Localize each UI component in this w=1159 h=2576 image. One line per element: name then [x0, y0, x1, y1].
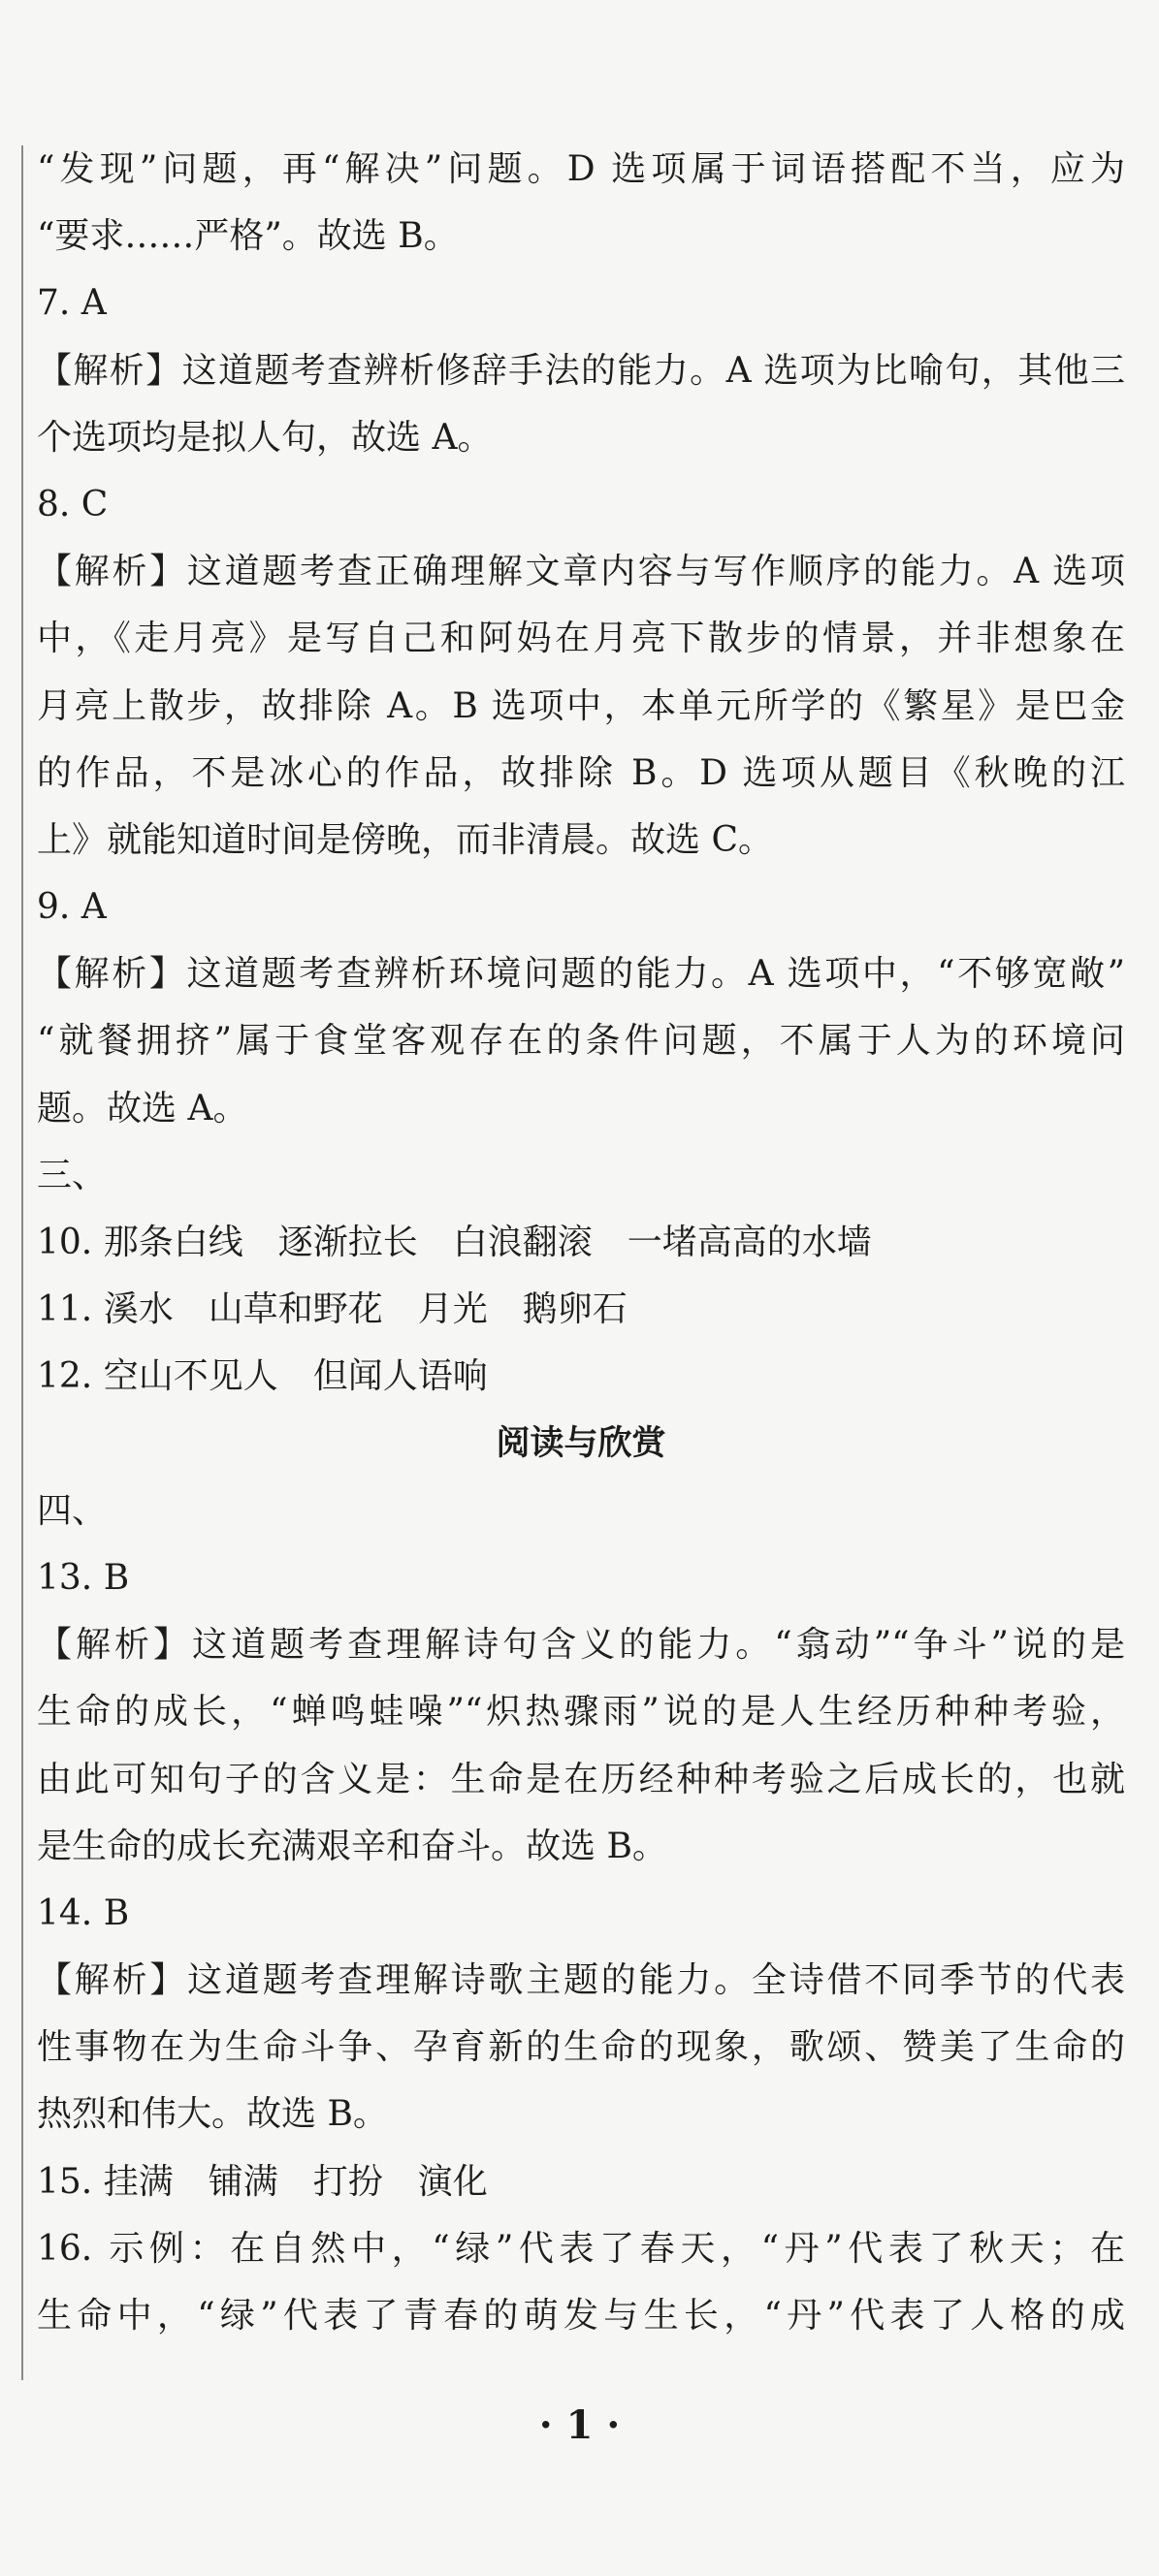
text-line: 【解析】这道题考查理解诗歌主题的能力。全诗借不同季节的代表: [37, 1960, 1125, 2001]
text-line: 由此可知句子的含义是：生命是在历经种种考验之后成长的，也就: [37, 1759, 1125, 1799]
text-line: 是生命的成长充满艰辛和奋斗。故选 B。: [37, 1826, 667, 1866]
page-number: · 1 ·: [538, 2402, 621, 2448]
text-line: 个选项均是拟人句，故选 A。: [37, 417, 493, 458]
text-line: 【解析】这道题考查辨析修辞手法的能力。A 选项为比喻句，其他三: [37, 350, 1125, 391]
text-line: 10. 那条白线 逐渐拉长 白浪翻滚 一堵高高的水墙: [37, 1223, 872, 1262]
text-line: 【解析】这道题考查理解诗句含义的能力。“翕动”“争斗”说的是: [37, 1625, 1125, 1666]
text-line: 热烈和伟大。故选 B。: [37, 2094, 388, 2135]
text-line: 月亮上散步，故排除 A。B 选项中，本单元所学的《繁星》是巴金: [37, 685, 1125, 726]
text-line: 14. B: [37, 1892, 130, 1933]
text-line: “发现”问题，再“解决”问题。D 选项属于词语搭配不当，应为: [37, 149, 1125, 189]
text-line: 上》就能知道时间是傍晚，而非清晨。故选 C。: [37, 819, 773, 860]
text-line: 中，《走月亮》是写自己和阿妈在月亮下散步的情景，并非想象在: [37, 619, 1125, 659]
text-line: 三、: [37, 1155, 108, 1195]
text-line: “要求……严格”。故选 B。: [37, 216, 459, 257]
answer-text-body: [37, 136, 1125, 2349]
text-line: 生命的成长，“蝉鸣蛙噪”“炽热骤雨”说的是人生经历种种考验，: [37, 1692, 1125, 1733]
text-line: 8. C: [37, 484, 109, 525]
text-line: 16. 示例：在自然中，“绿”代表了春天，“丹”代表了秋天；在: [37, 2228, 1125, 2269]
section-heading: 阅读与欣赏: [496, 1423, 666, 1463]
text-line: 性事物在为生命斗争、孕育新的生命的现象，歌颂、赞美了生命的: [37, 2027, 1125, 2068]
text-line: 13. B: [37, 1557, 130, 1598]
text-line: 四、: [37, 1490, 108, 1531]
text-line: 【解析】这道题考查辨析环境问题的能力。A 选项中，“不够宽敞”: [37, 954, 1125, 995]
text-line: “就餐拥挤”属于食堂客观存在的条件问题，不属于人为的环境问: [37, 1021, 1125, 1062]
text-line: 生命中，“绿”代表了青春的萌发与生长，“丹”代表了人格的成: [37, 2296, 1125, 2336]
left-margin-rule: [21, 145, 23, 2380]
text-line: 11. 溪水 山草和野花 月光 鹅卵石: [37, 1289, 628, 1330]
text-line: 15. 挂满 铺满 打扮 演化: [37, 2161, 488, 2202]
text-line: 7. A: [37, 283, 107, 324]
text-line: 【解析】这道题考查正确理解文章内容与写作顺序的能力。A 选项: [37, 552, 1125, 592]
text-line: 12. 空山不见人 但闻人语响: [37, 1356, 488, 1397]
text-line: 的作品，不是冰心的作品，故排除 B。D 选项从题目《秋晚的江: [37, 752, 1125, 793]
text-line: 9. A: [37, 887, 107, 928]
text-line: 题。故选 A。: [37, 1088, 248, 1129]
